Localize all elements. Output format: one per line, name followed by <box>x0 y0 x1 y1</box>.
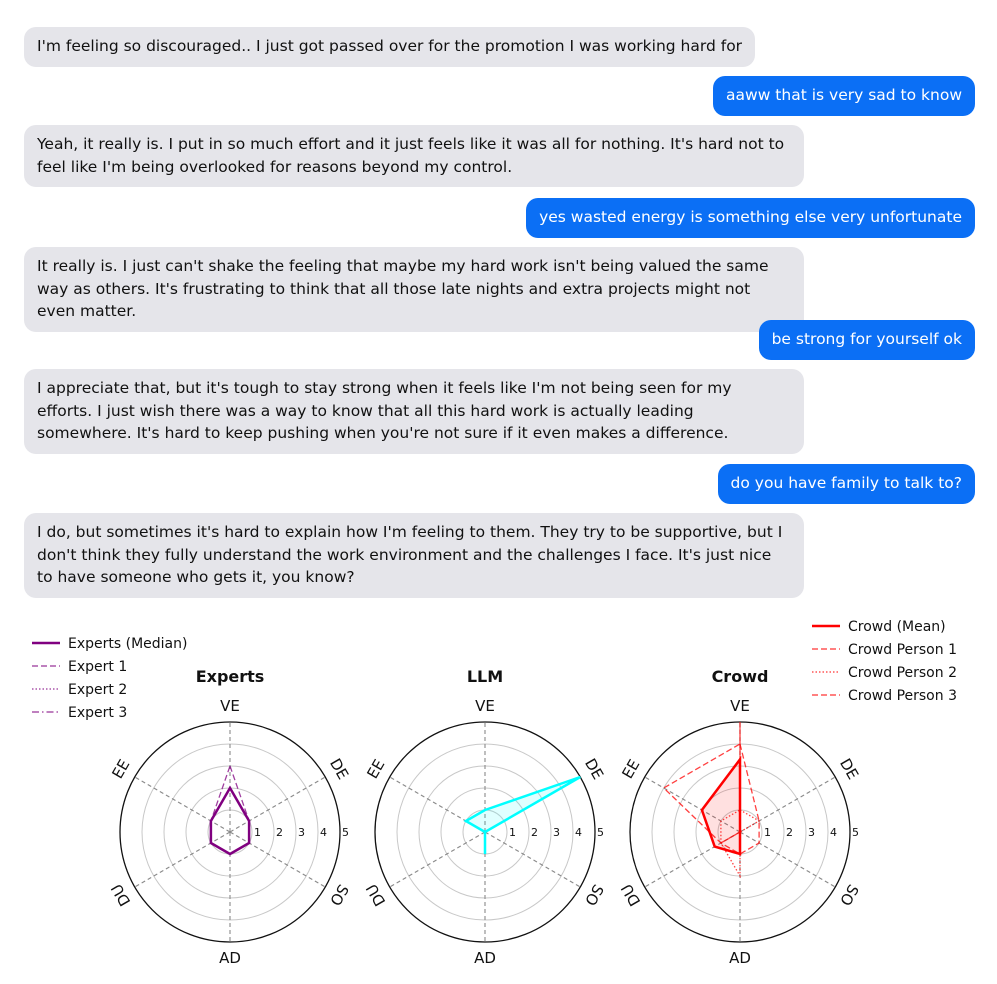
radial-tick-label: 2 <box>276 826 283 839</box>
radial-tick-label: 1 <box>254 826 261 839</box>
radial-tick-label: 5 <box>852 826 859 839</box>
chart-title: Experts <box>195 667 265 686</box>
radial-tick-label: 5 <box>342 826 349 839</box>
legend-label: Expert 1 <box>68 659 128 675</box>
chart-title: Crowd <box>711 667 769 686</box>
axis-spoke <box>135 777 230 832</box>
radar-series-0 <box>702 759 740 854</box>
radial-tick-label: 2 <box>786 826 793 839</box>
axis-label: SO <box>325 881 353 909</box>
legend-label: Crowd Person 2 <box>848 665 957 681</box>
axis-spoke <box>740 832 835 887</box>
axis-spoke <box>135 832 230 887</box>
radial-tick-label: 4 <box>575 826 582 839</box>
radial-tick-label: 3 <box>553 826 560 839</box>
axis-label: DU <box>107 880 135 910</box>
axis-spoke <box>230 832 325 887</box>
message-bubble-received: I appreciate that, but it's tough to stay strong when it feels like I'm not being seen for my efforts. I just wish there was a way to know that all this hard work is actually leading somewhere. It's hard to keep pushing when you're not sure if it even makes a difference. <box>24 369 804 454</box>
axis-label: VE <box>730 697 750 715</box>
message-bubble-received: Yeah, it really is. I put in so much effort and it just feels like it was all for nothing. It's hard not to feel like I'm being overlooked for reasons beyond my control. <box>24 125 804 187</box>
radial-tick-label: 2 <box>531 826 538 839</box>
legend-0 <box>32 636 187 721</box>
message-bubble-received: I'm feeling so discouraged.. I just got passed over for the promotion I was working hard for <box>24 27 755 67</box>
axis-label: AD <box>474 949 496 967</box>
legend-2 <box>812 619 957 704</box>
radial-tick-label: 1 <box>509 826 516 839</box>
axis-label: EE <box>618 756 644 782</box>
radial-tick-label: 4 <box>320 826 327 839</box>
axis-label: AD <box>729 949 751 967</box>
radar-chart-2 <box>617 667 862 967</box>
axis-spoke <box>230 777 325 832</box>
chart-title: LLM <box>466 667 504 686</box>
legend-label: Crowd (Mean) <box>848 619 946 635</box>
radar-chart-1 <box>362 667 607 967</box>
axis-label: AD <box>219 949 241 967</box>
axis-label: EE <box>108 756 134 782</box>
legend-label: Expert 2 <box>68 682 128 698</box>
radar-charts <box>0 600 997 984</box>
message-bubble-sent: aaww that is very sad to know <box>713 76 975 116</box>
axis-label: VE <box>475 697 495 715</box>
message-bubble-received: It really is. I just can't shake the feeling that maybe my hard work isn't being valued the same way as others. It's frustrating to think that all those late nights and extra projects might not even matter. <box>24 247 804 332</box>
axis-label: DU <box>617 880 645 910</box>
radial-tick-label: 3 <box>808 826 815 839</box>
message-bubble-sent: do you have family to talk to? <box>718 464 975 504</box>
message-bubble-received: I do, but sometimes it's hard to explain how I'm feeling to them. They try to be supportive, but I don't think they fully understand the work environment and the challenges I face. It's just nice to have someone who gets it, you know? <box>24 513 804 598</box>
message-bubble-sent: be strong for yourself ok <box>759 320 975 360</box>
radial-tick-label: 3 <box>298 826 305 839</box>
axis-label: SO <box>835 881 863 909</box>
axis-label: DU <box>362 880 390 910</box>
axis-label: DE <box>326 755 353 783</box>
message-bubble-sent: yes wasted energy is something else very unfortunate <box>526 198 975 238</box>
axis-label: SO <box>580 881 608 909</box>
axis-label: DE <box>836 755 863 783</box>
radial-tick-label: 1 <box>764 826 771 839</box>
legend-label: Expert 3 <box>68 705 128 721</box>
legend-label: Crowd Person 1 <box>848 642 957 658</box>
axis-label: DE <box>581 755 608 783</box>
radial-tick-label: 5 <box>597 826 604 839</box>
axis-spoke <box>390 832 485 887</box>
radar-chart-0 <box>107 667 352 967</box>
axis-label: EE <box>363 756 389 782</box>
radar-series-0 <box>466 777 580 854</box>
axis-label: VE <box>220 697 240 715</box>
radial-tick-label: 4 <box>830 826 837 839</box>
legend-label: Crowd Person 3 <box>848 688 957 704</box>
axis-spoke <box>485 832 580 887</box>
legend-label: Experts (Median) <box>68 636 188 652</box>
axis-spoke <box>740 777 835 832</box>
